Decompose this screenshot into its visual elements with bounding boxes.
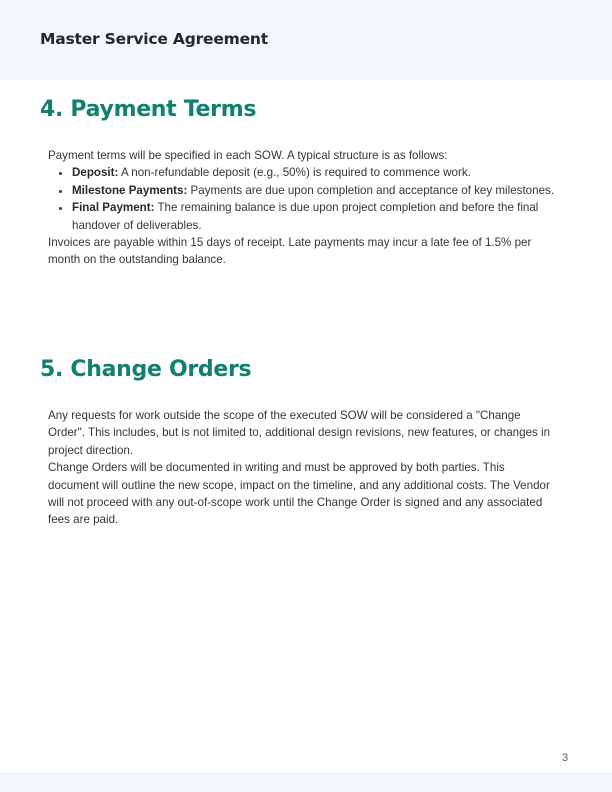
- payment-terms-closing: Invoices are payable within 15 days of receipt. Late payments may incur a late fee of 1.5% per month on the outstanding balance.: [48, 236, 532, 267]
- page-footer: [0, 772, 612, 792]
- document-title: Master Service Agreement: [40, 30, 268, 48]
- section-heading-payment-terms: 4. Payment Terms: [40, 97, 257, 122]
- list-item-label: Final Payment:: [72, 201, 155, 215]
- page-number: 3: [562, 752, 569, 764]
- change-orders-paragraph: Change Orders will be documented in writing and must be approved by both parties. This document will outline the new scope, impact on the timeline, and any additional costs. The Vendor will not proceed with any out-of-scope work until the Change Order is signed and any associated fees are paid.: [48, 461, 550, 527]
- list-item-final-payment: [72, 199, 558, 234]
- payment-terms-intro: Payment terms will be specified in each SOW. A typical structure is as follows:: [48, 149, 448, 162]
- section-heading-change-orders: 5. Change Orders: [40, 357, 252, 382]
- change-orders-paragraph: Any requests for work outside the scope of the executed SOW will be considered a "Change Order". This includes, but is not limited to, additional design revisions, new features, or changes in project direction.: [48, 409, 551, 457]
- list-item-text: A non-refundable deposit (e.g., 50%) is required to commence work.: [118, 166, 471, 180]
- list-item-text: Payments are due upon completion and acceptance of key milestones.: [187, 183, 555, 197]
- list-item-milestone-payments: [72, 182, 558, 199]
- payment-terms-list: [48, 164, 558, 234]
- list-item-text: The remaining balance is due upon project completion and before the final handover of deliverables.: [72, 201, 539, 232]
- section-body-payment-terms: [48, 147, 558, 269]
- list-item-label: Deposit:: [72, 166, 119, 180]
- page-header: [0, 0, 612, 80]
- list-item-label: Milestone Payments:: [72, 183, 188, 197]
- section-body-change-orders: [48, 407, 558, 529]
- list-item-deposit: [72, 164, 558, 181]
